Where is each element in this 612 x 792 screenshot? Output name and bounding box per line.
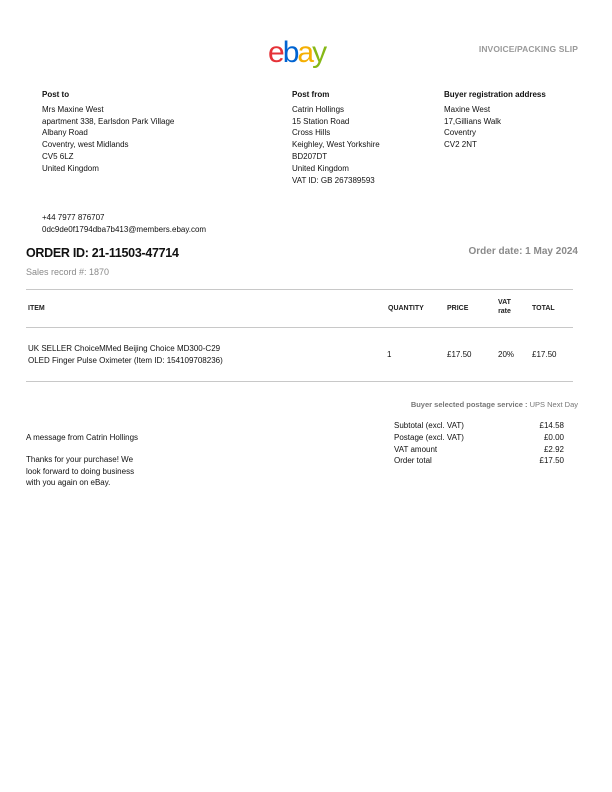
totals-label: Order total xyxy=(394,456,432,466)
totals-label: Postage (excl. VAT) xyxy=(394,432,464,442)
table-row-quantity: 1 xyxy=(387,350,392,359)
post-from-block xyxy=(292,89,380,186)
table-row-total: £17.50 xyxy=(532,350,557,359)
seller-message-line: look forward to doing business xyxy=(26,466,135,476)
totals-value: £14.58 xyxy=(539,421,564,430)
order-total-row xyxy=(394,455,564,467)
post-to-line: Albany Road xyxy=(42,128,88,138)
total-column-header: TOTAL xyxy=(532,305,555,312)
item-column-header: ITEM xyxy=(28,305,45,312)
vat-rate-header-line: VAT xyxy=(498,299,511,306)
buyer-registration-heading: Buyer registration address xyxy=(444,90,546,99)
postage-row xyxy=(394,432,564,444)
buyer-phone: +44 7977 876707 xyxy=(42,213,105,222)
table-row-price: £17.50 xyxy=(447,350,472,359)
post-from-line: 15 Station Road xyxy=(292,116,350,126)
logo-letter-b: b xyxy=(282,36,298,69)
vat-rate-column-header xyxy=(498,298,511,316)
post-from-line: VAT ID: GB 267389593 xyxy=(292,175,375,185)
post-from-line: Catrin Hollings xyxy=(292,104,345,114)
post-to-line: Coventry, west Midlands xyxy=(42,140,129,150)
ebay-logo xyxy=(268,38,325,68)
seller-message-heading: A message from Catrin Hollings xyxy=(26,433,139,442)
totals-label: Subtotal (excl. VAT) xyxy=(394,421,464,430)
buyer-registration-line: CV2 2NT xyxy=(444,140,477,150)
buyer-registration-block xyxy=(444,89,546,151)
post-to-line: United Kingdom xyxy=(42,163,99,173)
table-row-vat-rate: 20% xyxy=(498,350,515,359)
vat-amount-row xyxy=(394,444,564,456)
document-type-label: INVOICE/PACKING SLIP xyxy=(478,44,578,54)
divider xyxy=(26,289,573,290)
post-to-block xyxy=(42,89,174,175)
seller-message-line: Thanks for your purchase! We xyxy=(26,455,134,464)
post-from-line: BD207DT xyxy=(292,151,328,161)
vat-rate-header-line: rate xyxy=(498,308,511,315)
buyer-registration-line: Maxine West xyxy=(444,104,491,114)
seller-message-body xyxy=(26,454,134,489)
sales-record: Sales record #: 1870 xyxy=(26,267,110,277)
totals-value: £2.92 xyxy=(543,444,564,454)
logo-letter-a: a xyxy=(297,36,313,69)
divider xyxy=(26,327,573,328)
buyer-registration-line: Coventry xyxy=(444,128,477,138)
logo-letter-e: e xyxy=(268,36,283,69)
order-totals xyxy=(394,420,564,467)
post-to-line: CV5 6LZ xyxy=(42,151,74,161)
post-to-heading: Post to xyxy=(42,90,70,99)
post-to-line: apartment 338, Earlsdon Park Village xyxy=(42,116,175,126)
post-from-line: Cross Hills xyxy=(292,128,331,138)
item-title-line: UK SELLER ChoiceMMed Beijing Choice MD300-C29 xyxy=(28,344,221,353)
table-row-item xyxy=(28,343,223,366)
post-to-line: Mrs Maxine West xyxy=(42,104,104,114)
buyer-email: 0dc9de0f1794dba7b413@members.ebay.com xyxy=(42,224,207,234)
order-id: ORDER ID: 21-11503-47714 xyxy=(26,246,179,260)
price-column-header: PRICE xyxy=(447,305,469,312)
totals-label: VAT amount xyxy=(394,444,438,454)
seller-message-line: with you again on eBay. xyxy=(26,478,111,487)
postage-service-label: Buyer selected postage service : xyxy=(410,400,528,409)
quantity-column-header: QUANTITY xyxy=(388,305,424,312)
item-title-line: OLED Finger Pulse Oximeter (Item ID: 154109708236) xyxy=(28,355,223,365)
totals-value: £0.00 xyxy=(543,432,564,442)
divider xyxy=(26,381,573,382)
post-from-line: United Kingdom xyxy=(292,163,349,173)
buyer-registration-line: 17,Gillians Walk xyxy=(444,116,502,126)
order-date: Order date: 1 May 2024 xyxy=(468,246,578,257)
postage-service-value: UPS Next Day xyxy=(529,400,578,409)
totals-value: £17.50 xyxy=(539,456,564,466)
buyer-contact xyxy=(42,212,206,236)
postage-service xyxy=(411,400,578,409)
logo-letter-y: y xyxy=(312,36,326,69)
post-from-line: Keighley, West Yorkshire xyxy=(292,140,380,150)
subtotal-row xyxy=(394,420,564,432)
post-from-heading: Post from xyxy=(292,90,330,99)
